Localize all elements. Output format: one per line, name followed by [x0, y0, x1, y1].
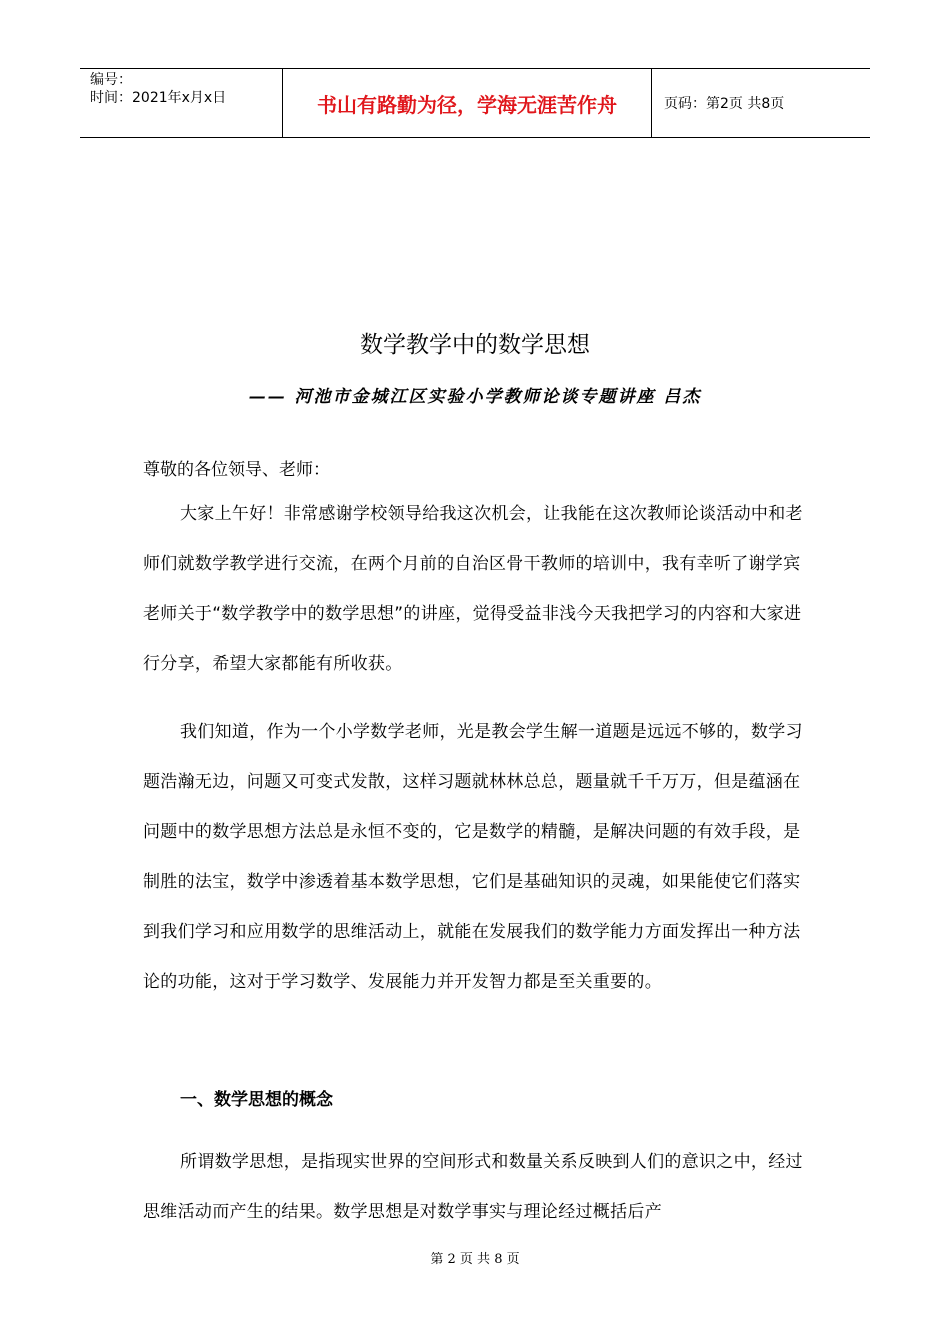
- section-heading-1: 一、数学思想的概念: [180, 1090, 333, 1110]
- page-footer: 第 2 页 共 8 页: [430, 1252, 520, 1267]
- paragraph-3-text: 所谓数学思想，是指现实世界的空间形式和数量关系反映到人们的意识之中，经过思维活动而产生的结果。数学思想是对数学事实与理论经过概括后产: [143, 1152, 803, 1222]
- header-motto: 书山有路勤为径，学海无涯苦作舟: [282, 69, 652, 137]
- paragraph-1-text: 大家上午好！非常感谢学校领导给我这次机会，让我能在这次教师论谈活动中和老师们就数学教学进行交流，在两个月前的自治区骨干教师的培训中，我有幸听了谢学宾老师关于“数学教学中的数学思想”的讲座，觉得受益非浅今天我把学习的内容和大家进行分享，希望大家都能有所收获。: [143, 504, 803, 674]
- paragraph-3: [143, 1137, 807, 1237]
- document-subtitle: —— 河池市金城江区实验小学教师论谈专题讲座 吕杰: [248, 387, 702, 407]
- paragraph-2: [143, 707, 807, 1007]
- page-header: [80, 68, 870, 138]
- header-page-label: 页码：第2页 共8页: [664, 96, 785, 112]
- paragraph-1: [143, 489, 807, 689]
- document-title: 数学教学中的数学思想: [360, 332, 590, 358]
- paragraph-2-text: 我们知道，作为一个小学数学老师，光是教会学生解一道题是远远不够的，数学习题浩瀚无边，问题又可变式发散，这样习题就林林总总，题量就千千万万，但是蕴涵在问题中的数学思想方法总是永恒不变的，它是数学的精髓，是解决问题的有效手段，是制胜的法宝，数学中渗透着基本数学思想，它们是基础知识的灵魂，如果能使它们落实到我们学习和应用数学的思维活动上，就能在发展我们的数学能力方面发挥出一种方法论的功能，这对于学习数学、发展能力并开发智力都是至关重要的。: [143, 722, 803, 992]
- time-label: 时间：2021年x月x日: [90, 90, 227, 106]
- number-label: 编号：: [90, 72, 132, 88]
- greeting: 尊敬的各位领导、老师：: [143, 460, 330, 480]
- header-meta: [80, 69, 282, 137]
